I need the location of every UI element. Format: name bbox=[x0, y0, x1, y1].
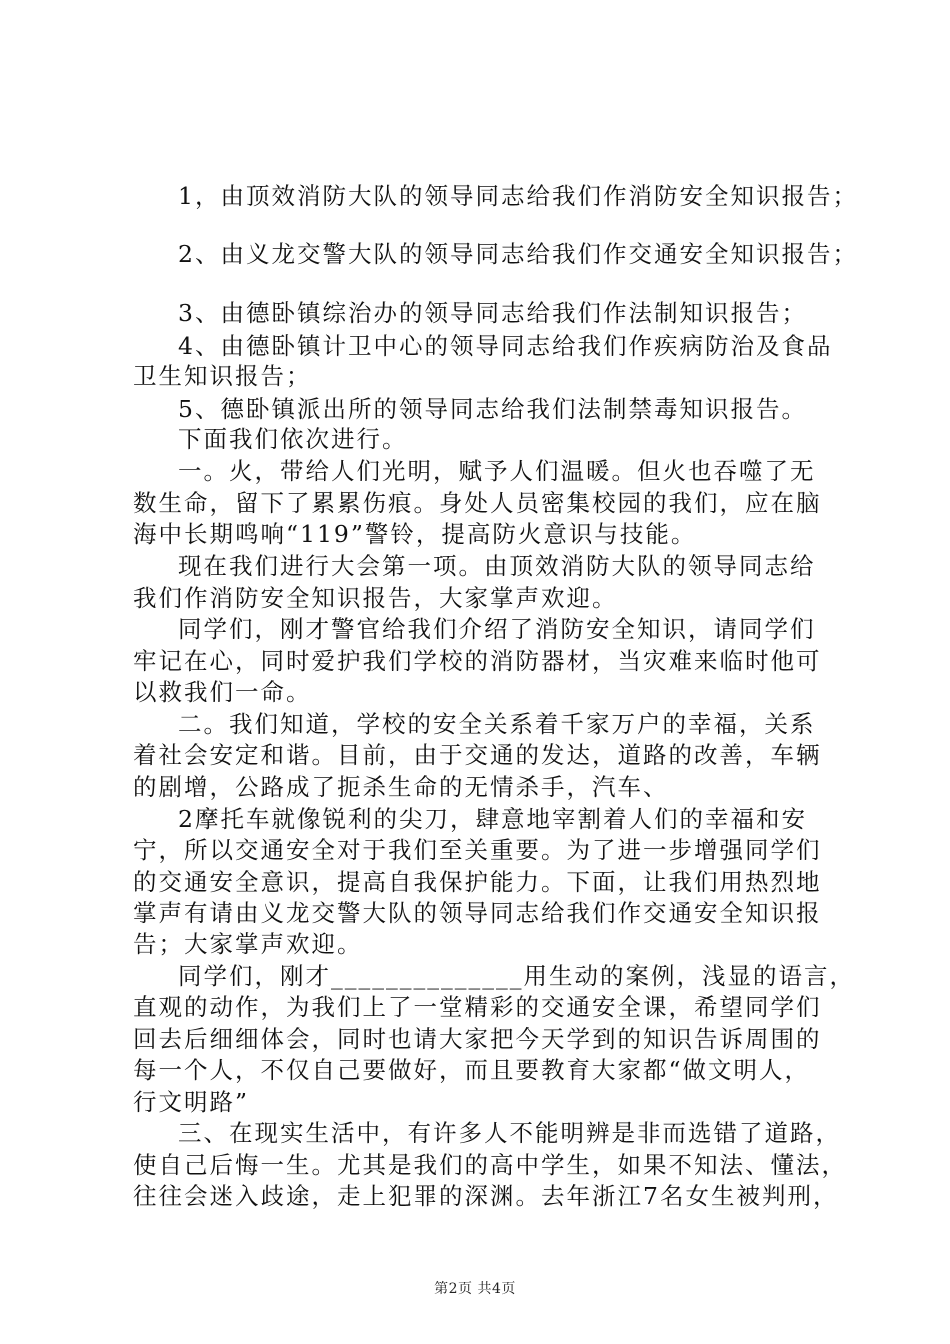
text-line: 现在我们进行大会第一项。由顶效消防大队的领导同志给 bbox=[178, 552, 816, 580]
text-line: 同学们，刚才______________用生动的案例，浅显的语言， bbox=[178, 962, 855, 990]
text-line: 数生命，留下了累累伤痕。身处人员密集校园的我们，应在脑 bbox=[133, 489, 822, 517]
text-line: 同学们，刚才警官给我们介绍了消防安全知识，请同学们 bbox=[178, 615, 816, 643]
text-line: 直观的动作，为我们上了一堂精彩的交通安全课，希望同学们 bbox=[133, 993, 822, 1021]
text-line: 海中长期鸣响“119”警铃，提高防火意识与技能。 bbox=[133, 520, 697, 548]
text-line: 以救我们一命。 bbox=[133, 678, 312, 706]
text-line: 的剧增，公路成了扼杀生命的无情杀手，汽车、 bbox=[133, 773, 669, 801]
text-line: 三、在现实生活中，有许多人不能明辨是非而选错了道路， bbox=[178, 1119, 841, 1147]
text-line: 卫生知识报告； bbox=[133, 362, 312, 390]
text-line: 我们作消防安全知识报告，大家掌声欢迎。 bbox=[133, 584, 618, 612]
text-line: 掌声有请由义龙交警大队的领导同志给我们作交通安全知识报 bbox=[133, 899, 822, 927]
text-line: 4、由德卧镇计卫中心的领导同志给我们作疾病防治及食品 bbox=[178, 332, 833, 360]
text-line: 二。我们知道，学校的安全关系着千家万户的幸福，关系 bbox=[178, 710, 816, 738]
text-line: 2摩托车就像锐利的尖刀，肆意地宰割着人们的幸福和安 bbox=[178, 805, 807, 833]
text-line: 3、由德卧镇综治办的领导同志给我们作法制知识报告； bbox=[178, 299, 807, 327]
text-line: 使自己后悔一生。尤其是我们的高中学生，如果不知法、懂法， bbox=[133, 1151, 847, 1179]
text-line: 行文明路” bbox=[133, 1088, 250, 1116]
text-line: 的交通安全意识，提高自我保护能力。下面，让我们用热烈地 bbox=[133, 868, 822, 896]
text-line: 每一个人，不仅自己要做好，而且要教育大家都“做文明人， bbox=[133, 1056, 811, 1084]
text-line: 牢记在心，同时爱护我们学校的消防器材，当灾难来临时他可 bbox=[133, 647, 822, 675]
text-line: 告；大家掌声欢迎。 bbox=[133, 930, 363, 958]
text-line: 着社会安定和谐。目前，由于交通的发达，道路的改善，车辆 bbox=[133, 741, 822, 769]
text-line: 5、德卧镇派出所的领导同志给我们法制禁毒知识报告。 bbox=[178, 395, 807, 423]
text-line: 下面我们依次进行。 bbox=[178, 425, 408, 453]
text-line: 回去后细细体会，同时也请大家把今天学到的知识告诉周围的 bbox=[133, 1025, 822, 1053]
text-line: 一。火，带给人们光明，赋予人们温暖。但火也吞噬了无 bbox=[178, 457, 816, 485]
page-footer: 第2页 共4页 bbox=[434, 1281, 516, 1297]
text-line: 宁，所以交通安全对于我们至关重要。为了进一步增强同学们 bbox=[133, 836, 822, 864]
text-line: 往往会迷入歧途，走上犯罪的深渊。去年浙江7名女生被判刑， bbox=[133, 1182, 839, 1210]
text-line: 2、由义龙交警大队的领导同志给我们作交通安全知识报告； bbox=[178, 240, 858, 268]
text-line: 1，由顶效消防大队的领导同志给我们作消防安全知识报告； bbox=[178, 182, 858, 210]
